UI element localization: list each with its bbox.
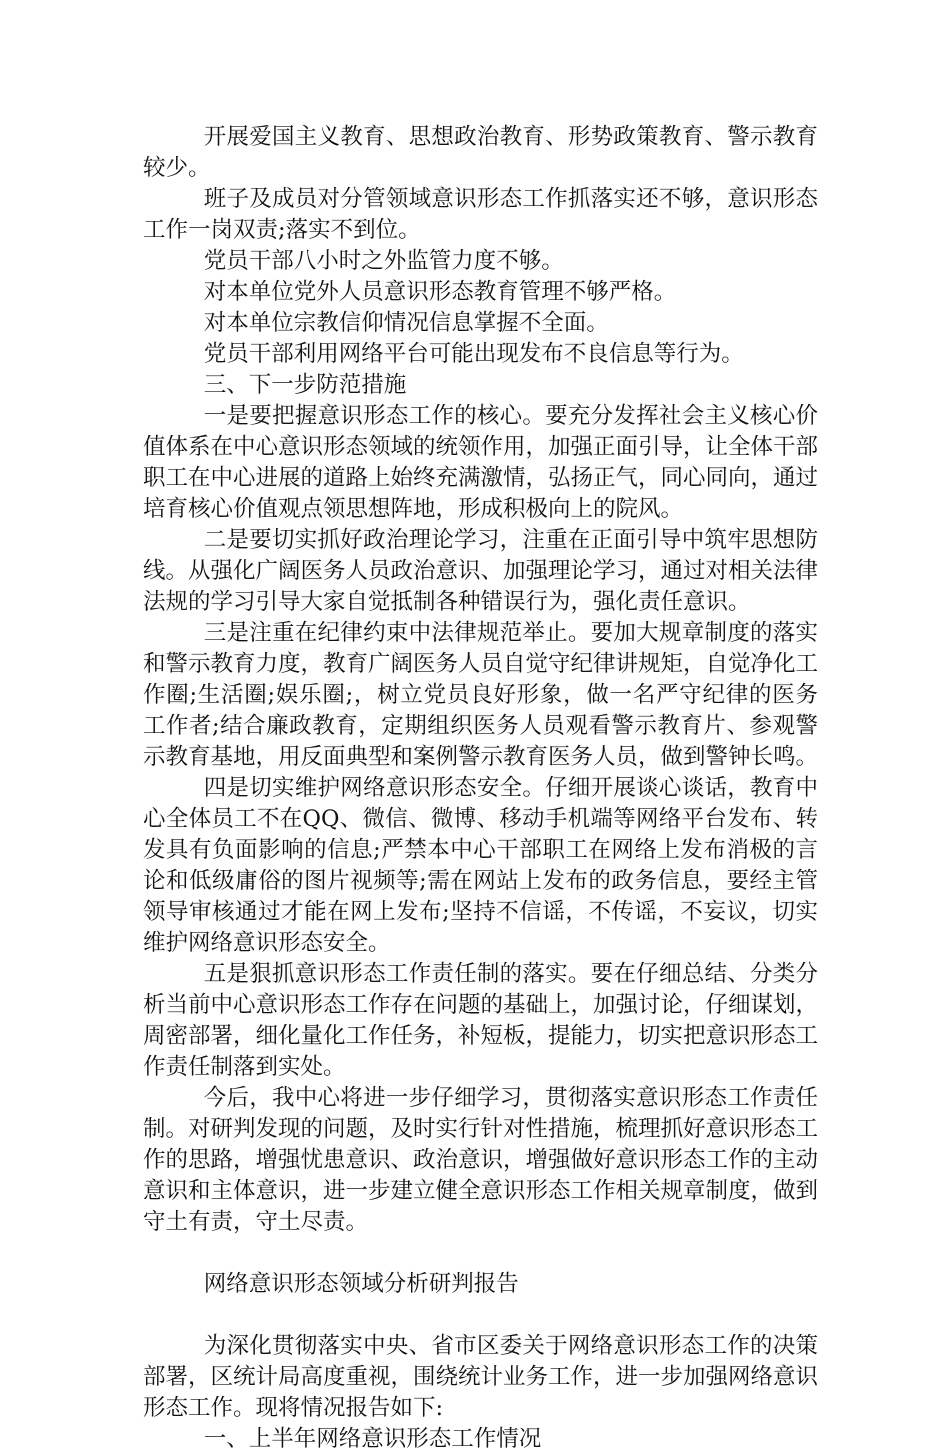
paragraph: 开展爱国主义教育、思想政治教育、形势政策教育、警示教育较少。 [143, 124, 818, 181]
paragraph: 为深化贯彻落实中央、省市区委关于网络意识形态工作的决策部署，区统计局高度重视，围绕统计业务工作，进一步加强网络意识形态工作。现将情况报告如下: [143, 1333, 819, 1421]
paragraph: 一是要把握意识形态工作的核心。要充分发挥社会主义核心价值体系在中心意识形态领域的统领作用，加强正面引导，让全体干部职工在中心进展的道路上始终充满激情，弘扬正气，同心同向，通过培育核心价值观点领思想阵地，形成积极向上的院风。 [143, 403, 819, 522]
paragraph: 二是要切实抓好政治理论学习，注重在正面引导中筑牢思想防线。从强化广阔医务人员政治意识、加强理论学习，通过对相关法律法规的学习引导大家自觉抵制各种错误行为，强化责任意识。 [143, 527, 819, 615]
paragraph: 党员干部八小时之外监管力度不够。 [203, 248, 564, 274]
paragraph: 今后，我中心将进一步仔细学习，贯彻落实意识形态工作责任制。对研判发现的问题，及时实行针对性措施，梳理抓好意识形态工作的思路，增强忧患意识、政治意识，增强做好意识形态工作的主动意识和主体意识，进一步建立健全意识形态工作相关规章制度，做到守土有责，守土尽责。 [143, 1085, 819, 1235]
paragraph: 对本单位党外人员意识形态教育管理不够严格。 [203, 279, 677, 305]
document-body [143, 122, 818, 1455]
paragraph: 四是切实维护网络意识形态安全。仔细开展谈心谈话，教育中心全体员工不在QQ、微信、微博、移动手机端等网络平台发布、转发具有负面影响的信息;严禁本中心干部职工在网络上发布消极的言论和低级庸俗的图片视频等;需在网站上发布的政务信息，要经主管领导审核通过才能在网上发布;坚持不信谣，不传谣，不妄议，切实维护网络意识形态安全。 [143, 775, 818, 956]
section-heading: 一、上半年网络意识形态工作情况 [203, 1426, 542, 1452]
paragraph: 党员干部利用网络平台可能出现发布不良信息等行为。 [203, 341, 744, 367]
paragraph: 五是狠抓意识形态工作责任制的落实。要在仔细总结、分类分析当前中心意识形态工作存在问题的基础上，加强讨论，仔细谋划，周密部署，细化量化工作任务，补短板，提能力，切实把意识形态工作责任制落到实处。 [143, 961, 819, 1080]
paragraph: 对本单位宗教信仰情况信息掌握不全面。 [203, 310, 609, 336]
report-title: 网络意识形态领域分析研判报告 [203, 1271, 519, 1297]
paragraph: 班子及成员对分管领域意识形态工作抓落实还不够，意识形态工作一岗双责;落实不到位。 [143, 186, 818, 243]
paragraph: 三是注重在纪律约束中法律规范举止。要加大规章制度的落实和警示教育力度，教育广阔医务人员自觉守纪律讲规矩，自觉净化工作圈;生活圈;娱乐圈;，树立党员良好形象，做一名严守纪律的医务工作者;结合廉政教育，定期组织医务人员观看警示教育片、参观警示教育基地，用反面典型和案例警示教育医务人员，做到警钟长鸣。 [143, 620, 819, 770]
section-heading: 三、下一步防范措施 [203, 372, 407, 398]
